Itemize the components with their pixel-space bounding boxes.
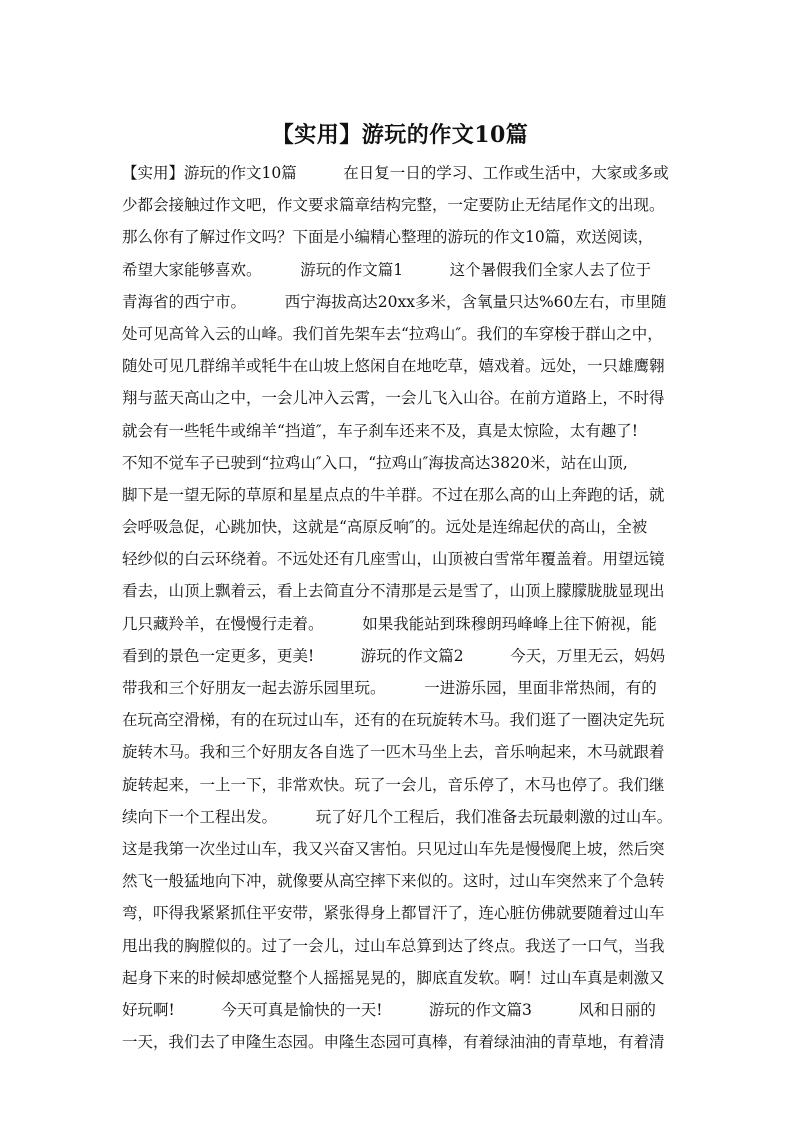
body-text-line: 带我和三个好朋友一起去游乐园里玩。 一进游乐园，里面非常热闹，有的 xyxy=(122,679,657,697)
document-body xyxy=(122,157,682,1058)
body-text-line: 在玩高空滑梯，有的在玩过山车，还有的在玩旋转木马。我们逛了一圈决定先玩 xyxy=(122,711,665,730)
body-text-line: 好玩啊! 今天可真是愉快的一天! 游玩的作文篇3 风和日丽的 xyxy=(122,1000,656,1019)
body-text-line: 甩出我的胸膛似的。过了一会儿，过山车总算到达了终点。我送了一口气，当我 xyxy=(122,936,665,955)
body-text-line: 【实用】游玩的作文10篇 在日复一日的学习、工作或生活中，大家或多或 xyxy=(122,164,669,182)
body-text-line: 弯，吓得我紧紧抓住平安带，紧张得身上都冒汗了，连心脏仿佛就要随着过山车 xyxy=(122,904,665,923)
body-text-line: 翔与蓝天高山之中，一会儿冲入云霄，一会儿飞入山谷。在前方道路上，不时得 xyxy=(122,389,665,408)
body-text-line: 旋转起来，一上一下，非常欢快。玩了一会儿，音乐停了，木马也停了。我们继 xyxy=(122,775,665,794)
body-text-line: 少都会接触过作文吧，作文要求篇章结构完整，一定要防止无结尾作文的出现。 xyxy=(122,196,665,215)
body-text-line: 就会有一些牦牛或绵羊“挡道″，车子刹车还来不及，真是太惊险，太有趣了! xyxy=(122,421,638,440)
body-text-line: 然飞一般猛地向下冲，就像要从高空摔下来似的。这时，过山车突然来了个急转 xyxy=(122,872,665,891)
body-text-line: 那么你有了解过作文吗？下面是小编精心整理的游玩的作文10篇，欢送阅读， xyxy=(122,228,654,247)
body-text-line: 续向下一个工程出发。 玩了好几个工程后，我们准备去玩最刺激的过山车。 xyxy=(122,807,673,826)
body-text-line: 轻纱似的白云环绕着。不远处还有几座雪山，山顶被白雪常年覆盖着。用望远镜 xyxy=(122,550,665,569)
body-text-line: 这是我第一次坐过山车，我又兴奋又害怕。只见过山车先是慢慢爬上坡，然后突 xyxy=(122,839,665,858)
body-text-line: 青海省的西宁市。 西宁海拔高达20xx多米，含氧量只达%60左右，市里随 xyxy=(122,292,667,311)
body-text-line: 旋转木马。我和三个好朋友各自选了一匹木马坐上去，音乐响起来，木马就跟着 xyxy=(122,743,665,762)
body-text-line: 随处可见几群绵羊或牦牛在山坡上悠闲自在地吃草，嬉戏着。远处，一只雄鹰翱 xyxy=(122,357,665,376)
body-text-line: 脚下是一望无际的草原和星星点点的牛羊群。不过在那么高的山上奔跑的话，就 xyxy=(122,485,665,504)
body-text-line: 会呼吸急促，心跳加快，这就是“高原反响″的。远处是连绵起伏的高山，全被 xyxy=(122,518,648,537)
body-text-line: 看去，山顶上飘着云，看上去简直分不清那是云是雪了，山顶上朦朦胧胧显现出 xyxy=(122,582,665,601)
body-text-line: 处可见高耸入云的山峰。我们首先架车去“拉鸡山″。我们的车穿梭于群山之中， xyxy=(122,324,663,343)
body-text-line: 不知不觉车子已驶到“拉鸡山″入口，“拉鸡山″海拔高达3820米，站在山顶, xyxy=(122,453,628,472)
body-text-line: 一天，我们去了申隆生态园。申隆生态园可真棒，有着绿油油的青草地，有着清 xyxy=(122,1033,665,1052)
body-text-line: 希望大家能够喜欢。 游玩的作文篇1 这个暑假我们全家人去了位于 xyxy=(122,260,652,279)
document-title: 【实用】游玩的作文10篇 xyxy=(271,122,529,148)
body-text-line: 看到的景色一定更多，更美! 游玩的作文篇2 今天，万里无云，妈妈 xyxy=(122,646,666,665)
body-text-line: 几只藏羚羊，在慢慢行走着。 如果我能站到珠穆朗玛峰峰上往下俯视，能 xyxy=(122,614,657,633)
body-text-line: 起身下来的时候却感觉整个人摇摇晃晃的，脚底直发软。啊！过山车真是刺激又 xyxy=(122,968,665,987)
